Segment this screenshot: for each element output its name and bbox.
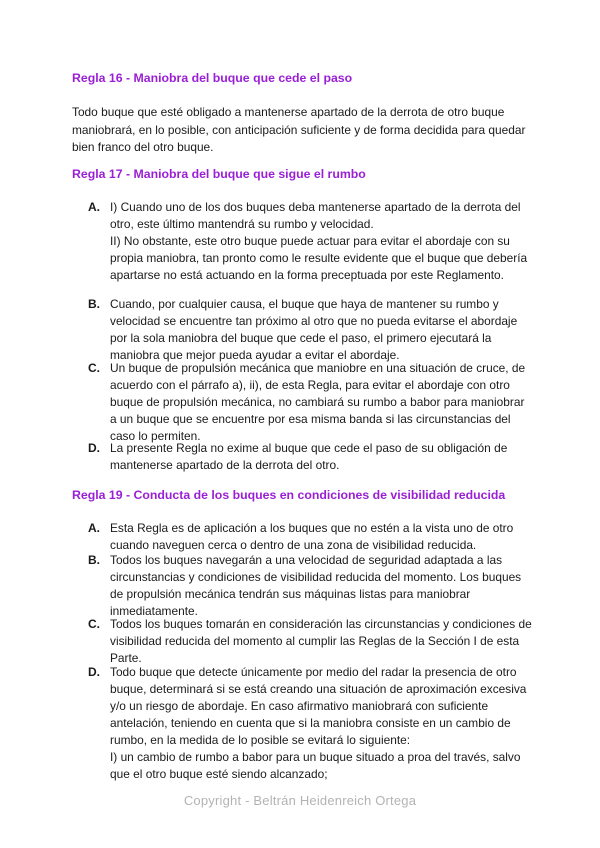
list-item-text — [110, 520, 532, 554]
list-marker: C. — [88, 361, 100, 375]
list-item-line: I) Cuando uno de los dos buques deba mantenerse apartado de la derrota del otro, este último mantendrá su rumbo y velocidad. — [110, 200, 521, 231]
list-item-line: Esta Regla es de aplicación a los buques que no estén a la vista uno de otro cuando naveguen cerca o dentro de una zona de visibilidad reducida. — [110, 521, 514, 552]
list-item-line: Todos los buques tomarán en consideración las circunstancias y condiciones de visibilidad reducida del momento al cumplir las Reglas de la Sección I de esta Parte. — [110, 617, 532, 665]
list-item-line: Cuando, por cualquier causa, el buque que haya de mantener su rumbo y velocidad se encuentre tan próximo al otro que no pueda evitarse el abordaje por la sola maniobra del buque que cede el paso, el primero ejecutará la maniobra que mejor pueda ayudar a evitar el abordaje. — [110, 297, 518, 362]
list-item-text — [110, 440, 532, 474]
list-item-text — [110, 552, 532, 620]
list-item-text — [110, 360, 532, 445]
rule-16-heading: Regla 16 - Maniobra del buque que cede el paso — [72, 71, 353, 85]
list-item-line: La presente Regla no exime al buque que cede el paso de su obligación de mantenerse apartado de la derrota del otro. — [110, 441, 508, 472]
list-item-text — [110, 296, 532, 364]
list-item-line: Un buque de propulsión mecánica que maniobre en una situación de cruce, de acuerdo con el párrafo a), ii), de esta Regla, para evitar el abordaje con otro buque de propulsión mecánica, no cambiará su rumbo a babor para maniobrar a un buque que se encuentre por esa misma banda si las circunstancias del caso lo permiten. — [110, 361, 526, 443]
list-marker: D. — [88, 441, 100, 455]
list-item-text — [110, 616, 532, 667]
list-marker: A. — [88, 521, 100, 535]
list-item-line: I) un cambio de rumbo a babor para un buque situado a proa del través, salvo que el otro buque esté siendo alcanzado; — [110, 750, 521, 781]
rule-19-heading: Regla 19 - Conducta de los buques en condiciones de visibilidad reducida — [72, 488, 506, 502]
list-item-text — [110, 664, 532, 783]
list-item-text — [110, 199, 532, 284]
rule-17-heading: Regla 17 - Maniobra del buque que sigue el rumbo — [72, 167, 366, 181]
rule-16-body: Todo buque que esté obligado a mantenerse apartado de la derrota de otro buque maniobrará, en lo posible, con anticipación suficiente y de forma decidida para quedar bien franco del otro buque. — [72, 105, 526, 154]
list-item-line: Todo buque que detecte únicamente por medio del radar la presencia de otro buque, determinará si se está creando una situación de aproximación excesiva y/o un riesgo de abordaje. En caso afirmativo maniobrará con suficiente antelación, teniendo en cuenta que si la maniobra consiste en un cambio de rumbo, en la medida de lo posible se evitará lo siguiente: — [110, 665, 527, 747]
list-marker: C. — [88, 617, 100, 631]
list-marker: B. — [88, 297, 100, 311]
list-marker: A. — [88, 200, 100, 214]
copyright-footer: Copyright - Beltrán Heidenreich Ortega — [183, 793, 417, 808]
list-marker: D. — [88, 665, 100, 679]
list-item-line: Todos los buques navegarán a una velocidad de seguridad adaptada a las circunstancias y condiciones de visibilidad reducida del momento. Los buques de propulsión mecánica tendrán sus máquinas listas para maniobrar inmediatamente. — [110, 553, 522, 618]
list-marker: B. — [88, 553, 100, 567]
list-item-line: II) No obstante, este otro buque puede actuar para evitar el abordaje con su propia maniobra, tan pronto como le resulte evidente que el buque que debería apartarse no está actuando en la forma preceptuada por este Reglamento. — [110, 234, 528, 282]
